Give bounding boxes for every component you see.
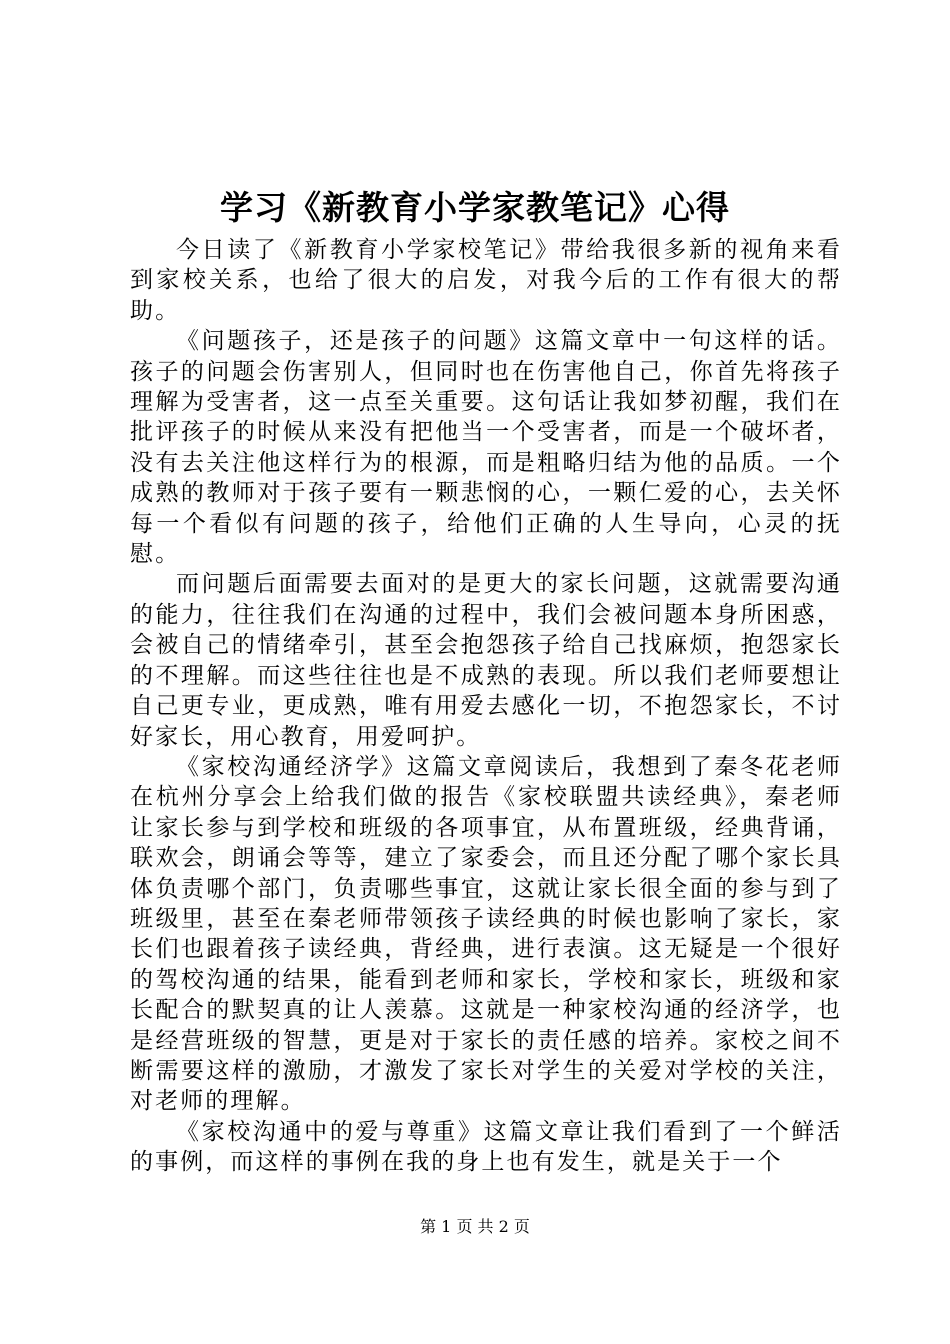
page-number-footer: 第 1 页 共 2 页 [420, 1217, 530, 1236]
document-body [130, 235, 842, 1178]
paragraph: 《家校沟通经济学》这篇文章阅读后，我想到了秦冬花老师在杭州分享会上给我们做的报告《家校联盟共读经典》，秦老师让家长参与到学校和班级的各项事宜，从布置班级，经典背诵，联欢会，朗诵会等等，建立了家委会，而且还分配了哪个家长具体负责哪个部门，负责哪些事宜，这就让家长很全面的参与到了班级里，甚至在秦老师带领孩子读经典的时候也影响了家长，家长们也跟着孩子读经典，背经典，进行表演。这无疑是一个很好的驾校沟通的结果，能看到老师和家长，学校和家长，班级和家长配合的默契真的让人羡慕。这就是一种家校沟通的经济学，也是经营班级的智慧，更是对于家长的责任感的培养。家校之间不断需要这样的激励，才激发了家长对学生的关爱对学校的关注，对老师的理解。 [130, 753, 842, 1115]
paragraph: 《家校沟通中的爱与尊重》这篇文章让我们看到了一个鲜活的事例，而这样的事例在我的身上也有发生，就是关于一个 [130, 1118, 842, 1176]
document-title: 学习《新教育小学家教笔记》心得 [220, 188, 730, 227]
paragraph: 《问题孩子，还是孩子的问题》这篇文章中一句这样的话。孩子的问题会伤害别人，但同时也在伤害他自己，你首先将孩子理解为受害者，这一点至关重要。这句话让我如梦初醒，我们在批评孩子的时候从来没有把他当一个受害者，而是一个破坏者，没有去关注他这样行为的根源，而是粗略归结为他的品质。一个成熟的教师对于孩子要有一颗悲悯的心，一颗仁爱的心，去关怀每一个看似有问题的孩子，给他们正确的人生导向，心灵的抚慰。 [130, 328, 842, 568]
paragraph: 而问题后面需要去面对的是更大的家长问题，这就需要沟通的能力，往往我们在沟通的过程中，我们会被问题本身所困惑，会被自己的情绪牵引，甚至会抱怨孩子给自己找麻烦，抱怨家长的不理解。而这些往往也是不成熟的表现。所以我们老师要想让自己更专业，更成熟，唯有用爱去感化一切，不抱怨家长，不讨好家长，用心教育，用爱呵护。 [130, 571, 842, 750]
paragraph: 今日读了《新教育小学家校笔记》带给我很多新的视角来看到家校关系，也给了很大的启发，对我今后的工作有很大的帮助。 [130, 237, 842, 324]
